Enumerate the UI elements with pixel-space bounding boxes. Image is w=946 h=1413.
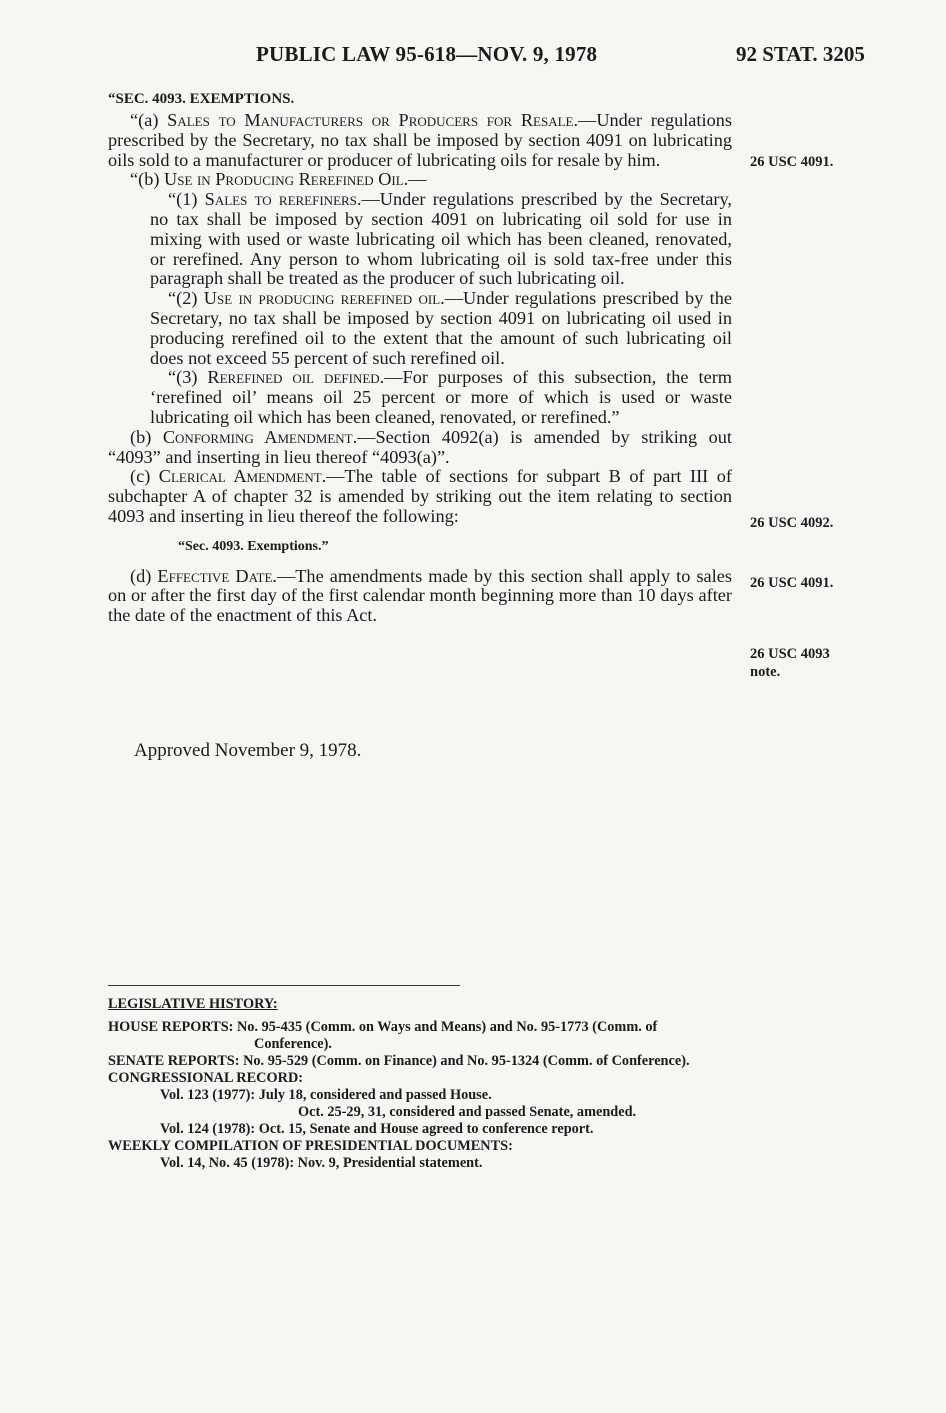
margin-note-usc-4093: 26 USC 4093 note.: [750, 646, 830, 680]
section-body: [108, 111, 732, 626]
legislative-history: [108, 996, 734, 1172]
paragraph-b3-heading: Rerefined oil defined: [207, 367, 380, 388]
page-header-title: PUBLIC LAW 95-618—NOV. 9, 1978: [256, 42, 598, 66]
margin-note-usc-4092: 26 USC 4092.: [750, 515, 834, 531]
paragraph-b3: “(3) Rerefined oil defined.—For purposes of this subsection, the term ‘rerefined oil’ means oil 25 percent or more of which is used or waste lubricating oil which has been cleaned, renovated, or rerefined.”: [150, 367, 732, 427]
weekly-compilation-label: WEEKLY COMPILATION OF PRESIDENTIAL DOCUMENTS:: [108, 1138, 513, 1154]
paragraph-b1: “(1) Sales to rerefiners.—Under regulations prescribed by the Secretary, no tax shall be imposed by section 4091 on lubricating oil sold for use in mixing with used or waste lubricating oil which has been cleaned, renovated, or rerefined. Any person to whom lubricating oil is sold tax-free under this paragraph shall be treated as the producer of such lubricating oil.: [150, 189, 732, 289]
effective-date-heading: Effective Date: [157, 565, 273, 586]
vol-14: Vol. 14, No. 45 (1978): Nov. 9, Presidential statement.: [160, 1155, 483, 1171]
vol-124: Vol. 124 (1978): Oct. 15, Senate and House agreed to conference report.: [160, 1121, 594, 1137]
section-heading: “SEC. 4093. EXEMPTIONS.: [108, 91, 295, 107]
divider-rule: [108, 985, 460, 986]
page-header-stat: 92 STAT. 3205: [736, 42, 865, 66]
clerical-heading: Clerical Amendment: [158, 466, 322, 487]
paragraph-conforming: (b) Conforming Amendment.—Section 4092(a) is amended by striking out “4093” and inserting in lieu thereof “4093(a)”.: [108, 426, 732, 467]
paragraph-a: “(a) Sales to Manufacturers or Producers for Resale.—Under regulations prescribed by the Secretary, no tax shall be imposed by section 4091 on lubricating oils sold to a manufacturer or producer of lubricating oils for resale by him.: [108, 110, 732, 170]
margin-note-usc-4091: 26 USC 4091.: [750, 154, 834, 170]
paragraph-clerical: (c) Clerical Amendment.—The table of sections for subpart B of part III of subchapter A of chapter 32 is amended by striking out the item relating to section 4093 and inserting in lieu thereof the following:: [108, 466, 732, 526]
table-of-sections-entry: “Sec. 4093. Exemptions.”: [178, 538, 329, 554]
legislative-history-title: LEGISLATIVE HISTORY:: [108, 996, 278, 1012]
paragraph-b: “(b) Use in Producing Rerefined Oil.—: [130, 169, 427, 190]
conforming-heading: Conforming Amendment: [162, 426, 353, 447]
approval-line: Approved November 9, 1978.: [134, 740, 362, 761]
paragraph-b2: “(2) Use in producing rerefined oil.—Under regulations prescribed by the Secretary, no tax shall be imposed by section 4091 on lubricating oil used in producing rerefined oil to the extent that the amount of such lubricating oil does not exceed 55 percent of such rerefined oil.: [150, 288, 732, 368]
vol-123-house: Vol. 123 (1977): July 18, considered and passed House.: [160, 1087, 492, 1103]
paragraph-b1-heading: Sales to rerefiners: [204, 189, 357, 210]
paragraph-a-heading: Sales to Manufacturers or Producers for Resale: [167, 110, 574, 130]
margin-note-usc-4091-second: 26 USC 4091.: [750, 575, 834, 591]
congressional-record-label: CONGRESSIONAL RECORD:: [108, 1070, 304, 1086]
paragraph-b2-heading: Use in producing rerefined oil: [203, 288, 441, 309]
paragraph-b-heading: Use in Producing Rerefined Oil: [164, 169, 404, 190]
vol-123-senate: Oct. 25-29, 31, considered and passed Senate, amended.: [298, 1104, 637, 1120]
senate-reports: SENATE REPORTS: No. 95-529 (Comm. on Finance) and No. 95-1324 (Comm. of Conference).: [108, 1053, 690, 1069]
house-reports: HOUSE REPORTS: No. 95-435 (Comm. on Ways and Means) and No. 95-1773 (Comm. of Conference).: [108, 1019, 658, 1052]
paragraph-effective-date: (d) Effective Date.—The amendments made by this section shall apply to sales on or after the first day of the first calendar month beginning more than 10 days after the date of the enactment of this Act.: [108, 565, 732, 626]
